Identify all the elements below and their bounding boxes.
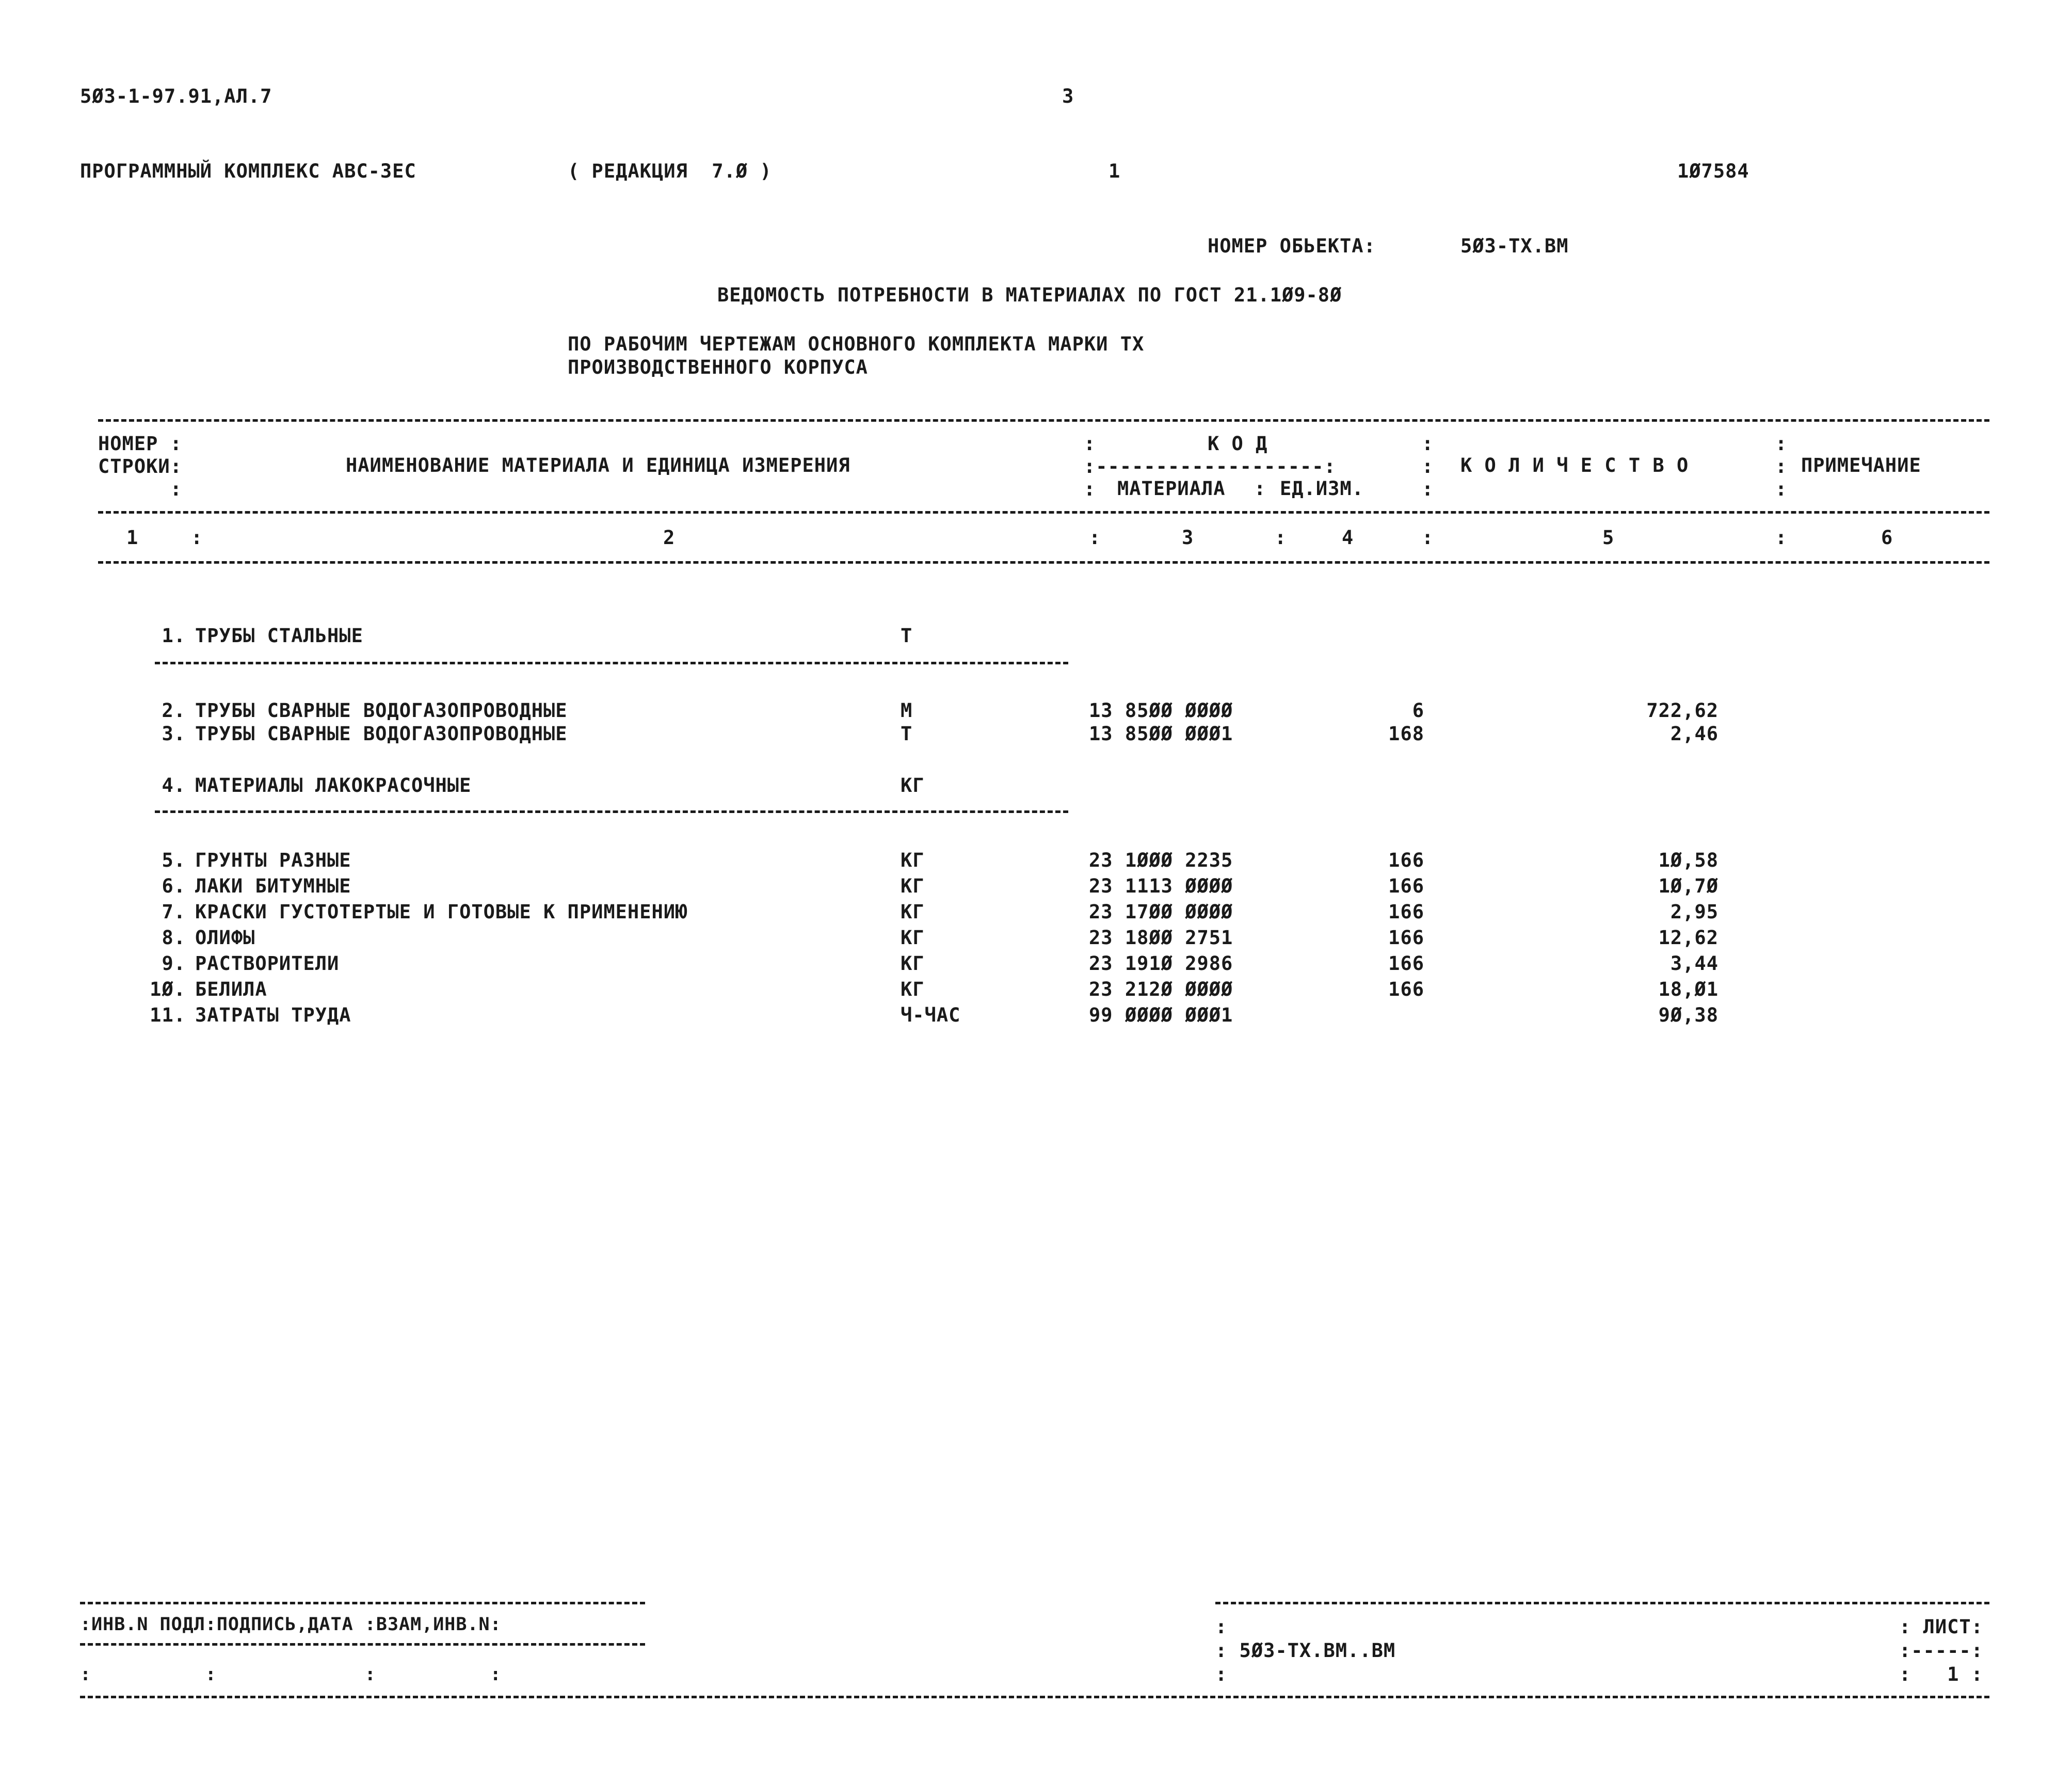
quantity: 2,95: [1670, 901, 1718, 923]
material-code: 99 ØØØØ ØØØ1: [1089, 1004, 1233, 1026]
col-number-6: 6: [1881, 527, 1893, 549]
code-block-separator: :: [1215, 1616, 1228, 1638]
col-number-5: 5: [1602, 527, 1615, 549]
stamp-bottom-rule: [80, 1696, 1989, 1698]
col-number-separator: :: [1422, 527, 1434, 549]
material-code: 13 85ØØ ØØØ1: [1089, 723, 1233, 745]
document-subtitle-2: ПРОИЗВОДСТВЕННОГО КОРПУСА: [568, 356, 868, 378]
material-code: 23 1ØØØ 2235: [1089, 849, 1233, 871]
material-code: 23 17ØØ ØØØØ: [1089, 901, 1233, 923]
row-number: 3.: [162, 723, 186, 745]
col-number-separator: :: [1089, 527, 1101, 549]
unit: КГ: [901, 875, 925, 897]
unit: Т: [901, 723, 913, 745]
col-number-2: 2: [663, 527, 676, 549]
unit: Ч-ЧАС: [901, 1004, 961, 1026]
quantity: 722,62: [1646, 699, 1718, 722]
row-number: 9.: [162, 952, 186, 975]
material-name: ТРУБЫ СТАЛЬНЫЕ: [195, 625, 363, 647]
object-number-label: НОМЕР ОБЬЕКТА:: [1208, 235, 1376, 257]
header-code-material: МАТЕРИАЛА: [1117, 477, 1226, 500]
object-number-value: 5Ø3-ТХ.ВМ: [1460, 235, 1569, 257]
row-number: 5.: [162, 849, 186, 871]
row-number: 1Ø.: [150, 978, 186, 1000]
quantity: 12,62: [1658, 927, 1718, 949]
header-divider-rule: [98, 511, 1989, 514]
unit-code: 166: [1388, 978, 1424, 1000]
column-numbers-rule: [98, 561, 1989, 564]
material-name: ЛАКИ БИТУМНЫЕ: [195, 875, 351, 897]
unit-code: 166: [1388, 952, 1424, 975]
col-number-separator: :: [1775, 527, 1788, 549]
col-number-3: 3: [1182, 527, 1194, 549]
unit: КГ: [901, 927, 925, 949]
col-number-separator: :: [1275, 527, 1287, 549]
unit-code: 166: [1388, 849, 1424, 871]
material-name: ОЛИФЫ: [195, 927, 255, 949]
row-number: 1.: [162, 625, 186, 647]
header-separator-right: : : :: [1775, 433, 1788, 500]
group-underline: [155, 810, 1068, 813]
quantity: 3,44: [1670, 952, 1718, 975]
edition-label: ( РЕДАКЦИЯ 7.Ø ): [568, 160, 772, 182]
program-name: ПРОГРАММНЫЙ КОМПЛЕКС АВС-3ЕС: [80, 160, 416, 182]
material-name: РАСТВОРИТЕЛИ: [195, 952, 340, 975]
code-block-top-rule: [1215, 1602, 1989, 1604]
stamp-top-rule: [80, 1602, 645, 1604]
row-number: 2.: [162, 699, 186, 722]
material-code: 13 85ØØ ØØØØ: [1089, 699, 1233, 722]
unit: КГ: [901, 978, 925, 1000]
quantity: 18,Ø1: [1658, 978, 1718, 1000]
sheet-label: : ЛИСТ:: [1899, 1616, 1983, 1638]
material-name: КРАСКИ ГУСТОТЕРТЫЕ И ГОТОВЫЕ К ПРИМЕНЕНИЮ: [195, 901, 688, 923]
material-code: 23 18ØØ 2751: [1089, 927, 1233, 949]
quantity: 2,46: [1670, 723, 1718, 745]
unit-code: 166: [1388, 927, 1424, 949]
document-number: 1Ø7584: [1677, 160, 1749, 182]
row-number: 11.: [150, 1004, 186, 1026]
row-number: 6.: [162, 875, 186, 897]
material-name: ТРУБЫ СВАРНЫЕ ВОДОГАЗОПРОВОДНЫЕ: [195, 723, 568, 745]
material-name: БЕЛИЛА: [195, 978, 267, 1000]
row-number: 8.: [162, 927, 186, 949]
header-code: К О Д: [1208, 433, 1268, 455]
sheet-separator: :-----:: [1899, 1639, 1983, 1662]
col-number-4: 4: [1342, 527, 1354, 549]
material-code: 23 191Ø 2986: [1089, 952, 1233, 975]
material-name: ТРУБЫ СВАРНЫЕ ВОДОГАЗОПРОВОДНЫЕ: [195, 699, 568, 722]
document-code: 5Ø3-1-97.91,АЛ.7: [80, 85, 272, 107]
header-note: ПРИМЕЧАНИЕ: [1801, 454, 1921, 476]
quantity: 1Ø,7Ø: [1658, 875, 1718, 897]
unit: М: [901, 699, 913, 722]
unit-code: 166: [1388, 875, 1424, 897]
row-number: 7.: [162, 901, 186, 923]
unit: КГ: [901, 952, 925, 975]
unit: КГ: [901, 774, 925, 797]
header-separator-mid: : : :: [1422, 433, 1434, 500]
stamp-blank-cells: : : : :: [80, 1664, 502, 1685]
header-code-separator: :: [1254, 477, 1266, 500]
unit: КГ: [901, 901, 925, 923]
col-number-separator: :: [191, 527, 203, 549]
stamp-header: :ИНВ.N ПОДЛ:ПОДПИСЬ,ДАТА :ВЗАМ,ИНВ.N:: [80, 1614, 502, 1635]
material-name: ЗАТРАТЫ ТРУДА: [195, 1004, 351, 1026]
table-top-rule: [98, 419, 1989, 422]
material-code: 23 212Ø ØØØØ: [1089, 978, 1233, 1000]
unit: КГ: [901, 849, 925, 871]
header-material-name: НАИМЕНОВАНИЕ МАТЕРИАЛА И ЕДИНИЦА ИЗМЕРЕНИЯ: [346, 454, 850, 476]
unit-code: 168: [1388, 723, 1424, 745]
material-name: МАТЕРИАЛЫ ЛАКОКРАСОЧНЫЕ: [195, 774, 472, 797]
unit: Т: [901, 625, 913, 647]
material-name: ГРУНТЫ РАЗНЫЕ: [195, 849, 351, 871]
document-subtitle-1: ПО РАБОЧИМ ЧЕРТЕЖАМ ОСНОВНОГО КОМПЛЕКТА МАРКИ ТХ: [568, 333, 1145, 355]
header-row-number: НОМЕР : СТРОКИ: :: [98, 433, 182, 500]
sheet-value: : 1 :: [1899, 1663, 1983, 1685]
quantity: 9Ø,38: [1658, 1004, 1718, 1026]
header-separator-left: : :-------------------: :: [1084, 433, 1336, 500]
quantity: 1Ø,58: [1658, 849, 1718, 871]
document-title: ВЕДОМОСТЬ ПОТРЕБНОСТИ В МАТЕРИАЛАХ ПО ГОСТ 21.1Ø9-8Ø: [717, 284, 1342, 306]
stamp-mid-rule: [80, 1643, 645, 1646]
footer-document-code: : 5Ø3-ТХ.ВМ..ВМ: [1215, 1639, 1396, 1662]
unit-code: 6: [1412, 699, 1424, 722]
row-number: 4.: [162, 774, 186, 797]
header-quantity: К О Л И Ч Е С Т В О: [1460, 454, 1689, 476]
header-code-unit: ЕД.ИЗМ.: [1280, 477, 1364, 500]
code-block-separator: :: [1215, 1663, 1228, 1685]
page-number-top: 3: [1062, 85, 1074, 107]
sheet-number: 1: [1109, 160, 1121, 182]
unit-code: 166: [1388, 901, 1424, 923]
col-number-1: 1: [126, 527, 139, 549]
group-underline: [155, 662, 1068, 664]
material-code: 23 1113 ØØØØ: [1089, 875, 1233, 897]
